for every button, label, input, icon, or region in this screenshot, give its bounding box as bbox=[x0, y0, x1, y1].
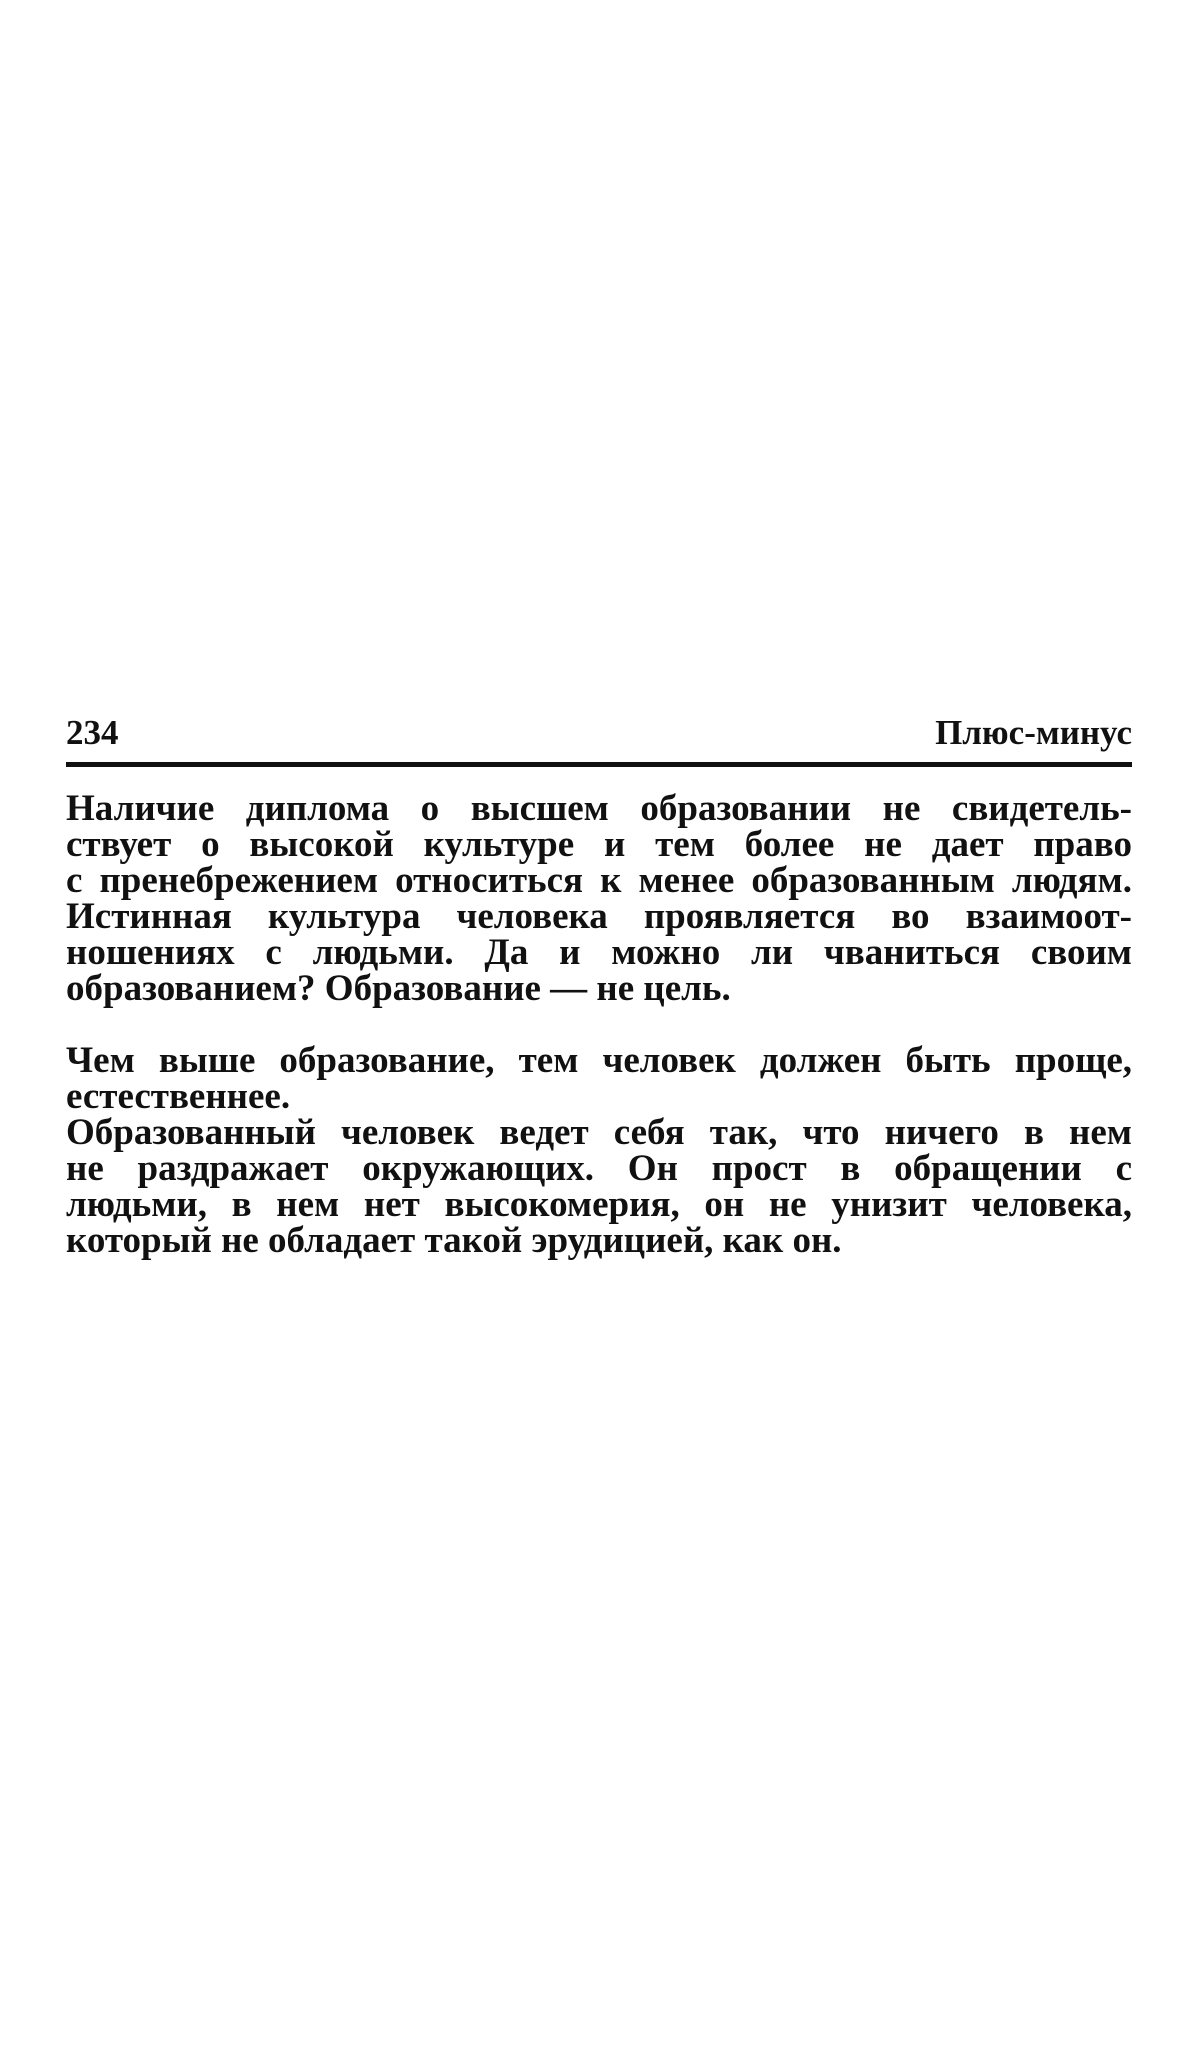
page-content bbox=[66, 712, 1132, 1259]
page-number: 234 bbox=[66, 713, 119, 752]
text-line: Истинная культура человека проявляется во взаимоот- bbox=[66, 896, 1132, 937]
text-line: ствует о высокой культуре и тем более не дает право bbox=[66, 824, 1132, 865]
text-line: с пренебрежением относиться к менее образованным людям. bbox=[66, 860, 1132, 901]
text-line: Образованный человек ведет себя так, что ничего в нем bbox=[66, 1112, 1132, 1153]
text-line: не раздражает окружающих. Он прост в обращении с bbox=[66, 1148, 1132, 1189]
text-line: Чем выше образование, тем человек должен быть проще, bbox=[66, 1040, 1132, 1081]
text-line: ношениях с людьми. Да и можно ли чваниться своим bbox=[66, 932, 1132, 973]
paragraph-2 bbox=[66, 1040, 1132, 1117]
running-header bbox=[66, 712, 1132, 754]
running-title: Плюс-минус bbox=[935, 713, 1132, 752]
text-line: естественнее. bbox=[66, 1076, 291, 1117]
paragraph-1 bbox=[66, 788, 1132, 1009]
paragraph-spacer bbox=[66, 1007, 1132, 1043]
body-text bbox=[66, 788, 1132, 1261]
text-line: Наличие диплома о высшем образовании не свидетель- bbox=[66, 788, 1132, 829]
text-line: людьми, в нем нет высокомерия, он не унизит человека, bbox=[66, 1184, 1132, 1225]
paragraph-3 bbox=[66, 1112, 1132, 1261]
text-line: образованием? Образование — не цель. bbox=[66, 968, 731, 1009]
header-rule bbox=[66, 762, 1132, 767]
text-line: который не обладает такой эрудицией, как он. bbox=[66, 1220, 842, 1261]
